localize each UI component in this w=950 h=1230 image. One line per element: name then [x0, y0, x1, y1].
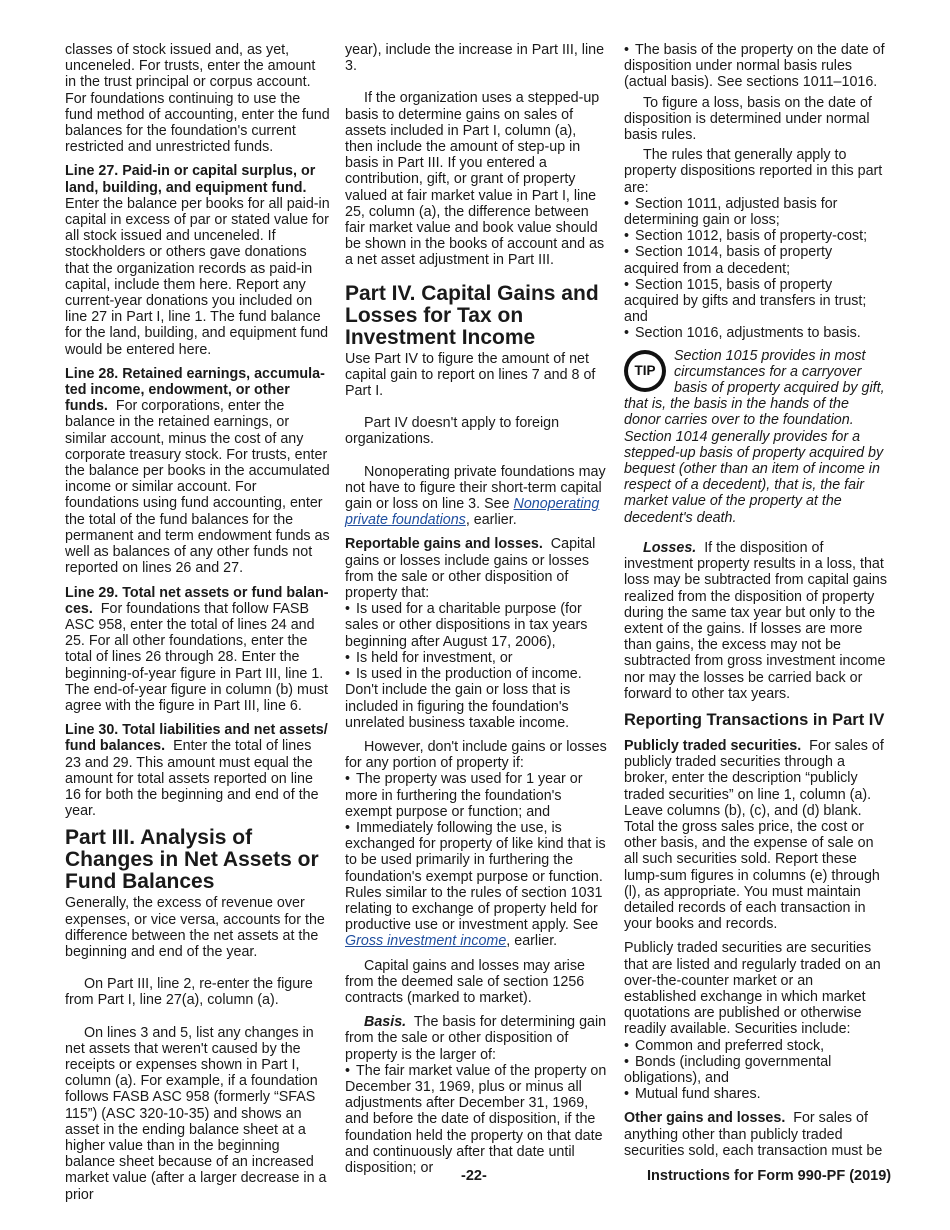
bullet-item: • Bonds (including governmental obligations), and — [624, 1054, 889, 1086]
bullet-item: • Section 1015, basis of property acquired by gifts and transfers in trust; and — [624, 277, 889, 326]
losses-heading: Losses. — [643, 539, 697, 556]
publicly-traded-section — [624, 738, 889, 932]
line-30-heading: Line 30. Total liabilities and net assets/ fund balances. — [65, 722, 328, 755]
paragraph: If the organization uses a stepped-up basis to determine gains on sales of assets included in Part I, column (a), then include the amount of step-up in basis in Part III. If you entered a contribution, gift, or grant of property valued at fair market value in Part I, line 25, column (a), the difference between fair market value and book value should be shown in the books of account and as a net asset adjustment in Part III. — [345, 90, 605, 269]
part-3-title: Part III. Analysis of Changes in Net Assets or Fund Balances — [65, 826, 319, 894]
gross-investment-income-link[interactable]: Gross investment income — [345, 933, 507, 950]
paragraph: Part IV doesn't apply to foreign organizations. — [345, 415, 560, 448]
text: , earlier. — [465, 512, 517, 529]
line-30-text: Enter the total of lines 23 and 29. This amount must equal the amount for total assets reported on line 16 for both the beginning and end of the year. — [65, 738, 319, 820]
paragraph — [345, 464, 608, 529]
line-29-section — [65, 585, 330, 715]
other-gains-heading: Other gains and losses. — [624, 1110, 786, 1127]
text: Immediately following the use, is exchanged for property of like kind that is to be used primarily in furthering the foundation's exempt purpose or function. Rules similar to the rules of section 1031 relating to exchange of property held for productive use or investment apply. See — [345, 819, 606, 934]
line-27-section — [65, 163, 330, 357]
reportable-gains-heading: Reportable gains and losses. — [345, 536, 543, 553]
tip-box — [624, 348, 889, 526]
column-middle — [345, 42, 608, 1176]
line-27-heading: Line 27. Paid-in or capital surplus, or land, building, and equipment fund. — [65, 163, 316, 196]
page-number: -22- — [461, 1168, 487, 1184]
paragraph: Use Part IV to figure the amount of net capital gain to report on lines 7 and 8 of Part I. — [345, 350, 596, 400]
tip-text: Section 1015 provides in most circumstances for a carryover basis of property acquired by gift, that is, the basis in the hands of the donor carries over to the foundation. Section 1014 generally provides for a stepped-up basis of property acquired by bequest (other than an item of income in respect of a decedent), that is, the fair market value of the property at the decedent's death. — [624, 347, 885, 526]
publicly-traded-text: For sales of publicly traded securities through a broker, enter the description “publicly traded securities” on line 1, column (a). Leave columns (b), (c), and (d) blank. Total the gross sales price, the cost or other basis, and the expense of sale on all such securities sold. Report these lump-sum figures in columns (e) through (l), as appropriate. You must maintain detailed records of each transaction in your books and records. — [624, 737, 884, 933]
line-28-text: For corporations, enter the balance in the retained earnings, or similar account, minus the cost of any corporate treasury stock. For trusts, enter the balance per books in the accumulated income or similar account. For foundations using fund accounting, enter the total of the fund balances for the permanent and term endowment funds as well as balances of any other funds not reported on lines 26 and 27. — [65, 398, 330, 577]
bullet-item: • Section 1016, adjustments to basis. — [624, 325, 889, 341]
paragraph: Publicly traded securities are securities that are listed and regularly traded on an over-the-counter market or an established exchange in which market quotations are published or otherwise readily available. Securities include: — [624, 940, 881, 1038]
column-left — [65, 42, 330, 1211]
other-gains-text: For sales of anything other than publicly traded securities sold, each transaction must be — [624, 1110, 883, 1159]
line-27-text: Enter the balance per books for all paid-in capital in excess of par or stated value for all stock issued and unceneled. If stockholders or others gave donations that the organization records as paid-in capital, include them here. Report any current-year donations you included on line 27 in Part I, line 1. The fund balance for the land, building, and equipment fund would be entered here. — [65, 195, 330, 358]
bullet-item: • The fair market value of the property on December 31, 1969, plus or minus all adjustments after December 31, 1969, and before the date of disposition, if the foundation held the property on that date and continuously after that date until disposition; or — [345, 1063, 608, 1176]
bullet-item: • Section 1011, adjusted basis for determining gain or loss; — [624, 196, 889, 228]
nonoperating-foundations-link[interactable]: Nonoperating private foundations — [345, 496, 600, 529]
other-gains-section — [624, 1110, 889, 1159]
bullet-item: • Is used in the production of income. — [345, 666, 608, 682]
reportable-gains-section — [345, 536, 608, 601]
publicly-traded-heading: Publicly traded securities. — [624, 737, 802, 754]
paragraph: On lines 3 and 5, list any changes in net assets that weren't caused by the receipts or expenses shown in Part I, column (a). For example, if a foundation follows FASB ASC 958 (formerly “SFAS 115”) (ASC 320-10-35) and shows an asset in the ending balance sheet at a higher value than in the beginning balance sheet because of an increased market value (after a larger decrease in a prior — [65, 1024, 327, 1203]
line-29-text: For foundations that follow FASB ASC 958, enter the total of lines 24 and 25. For all other foundations, enter the total of lines 26 through 28. Enter the beginning-of-year figure in Part III, line 1. The end-of-year figure in column (b) must agree with the figure in Part III, line 6. — [65, 600, 329, 714]
tip-icon — [624, 350, 666, 392]
reporting-transactions-title: Reporting Transactions in Part IV — [624, 710, 885, 729]
paragraph: The rules that generally apply to property dispositions reported in this part are: — [624, 147, 883, 196]
line-28-heading: Line 28. Retained earnings, accumulated income, endowment, or other funds. — [65, 365, 325, 415]
basis-text: The basis for determining gain from the sale or other disposition of property is the larger of: — [345, 1014, 607, 1063]
paragraph: On Part III, line 2, re-enter the figure from Part I, line 27(a), column (a). — [65, 976, 313, 1009]
bullet-item: • The basis of the property on the date of disposition under normal basis rules (actual basis). See sections 1011–1016. — [624, 42, 889, 91]
part-4-title: Part IV. Capital Gains and Losses for Tax on Investment Income — [345, 281, 599, 349]
bullet-item: • Common and preferred stock, — [624, 1038, 889, 1054]
paragraph: To figure a loss, basis on the date of disposition is determined under normal basis rules. — [624, 94, 872, 144]
line-29-heading: Line 29. Total net assets or fund balances. — [65, 584, 329, 617]
bullet-item: • Is held for investment, or — [345, 650, 608, 666]
line-30-section — [65, 722, 330, 819]
paragraph: However, don't include gains or losses for any portion of property if: — [345, 738, 607, 772]
paragraph: Capital gains and losses may arise from the deemed sale of section 1256 contracts (marked to market). — [345, 957, 585, 1006]
line-28-section — [65, 366, 330, 577]
footer-title: Instructions for Form 990-PF (2019) — [647, 1168, 892, 1184]
reportable-gains-text: Capital gains or losses include gains or losses from the sale or other disposition of property that: — [345, 536, 596, 602]
paragraph: Generally, the excess of revenue over expenses, or vice versa, accounts for the difference between the net assets at the beginning and end of the year. — [65, 895, 325, 960]
paragraph: year), include the increase in Part III, line 3. — [345, 42, 605, 75]
losses-section — [624, 540, 889, 702]
column-right — [624, 42, 889, 1167]
basis-section — [345, 1014, 608, 1063]
text: , earlier. — [506, 933, 558, 950]
paragraph: Don't include the gain or loss that is included in figuring the foundation's unrelated business taxable income. — [345, 682, 571, 731]
tip-label: TIP — [628, 354, 662, 388]
bullet-item: • Mutual fund shares. — [624, 1086, 889, 1102]
bullet-item: • The property was used for 1 year or more in furthering the foundation's exempt purpose or function; and — [345, 771, 608, 820]
bullet-item: • Is used for a charitable purpose (for sales or other dispositions in tax years beginning after August 17, 2006), — [345, 601, 608, 650]
basis-heading: Basis. — [364, 1014, 407, 1031]
bullet-item: • Section 1012, basis of property-cost; — [624, 228, 889, 244]
paragraph: classes of stock issued and, as yet, unceneled. For trusts, enter the amount in the trust principal or corpus account. For foundations continuing to use the fund method of accounting, enter the fund balances for the foundation's current restricted and unrestricted funds. — [65, 42, 330, 156]
text: Nonoperating private foundations may not have to figure their short-term capital gain or loss on line 3. See — [345, 463, 606, 513]
bullet-item: • Section 1014, basis of property acquired from a decedent; — [624, 244, 889, 276]
bullet-item — [345, 820, 608, 950]
losses-text: If the disposition of investment property results in a loss, that loss may be subtracted from capital gains realized from the disposition of property during the same tax year but only to the extent of the gains. If losses are more than gains, the excess may not be subtracted from gross investment income nor may the losses be carried back or forward to other tax years. — [624, 539, 888, 702]
